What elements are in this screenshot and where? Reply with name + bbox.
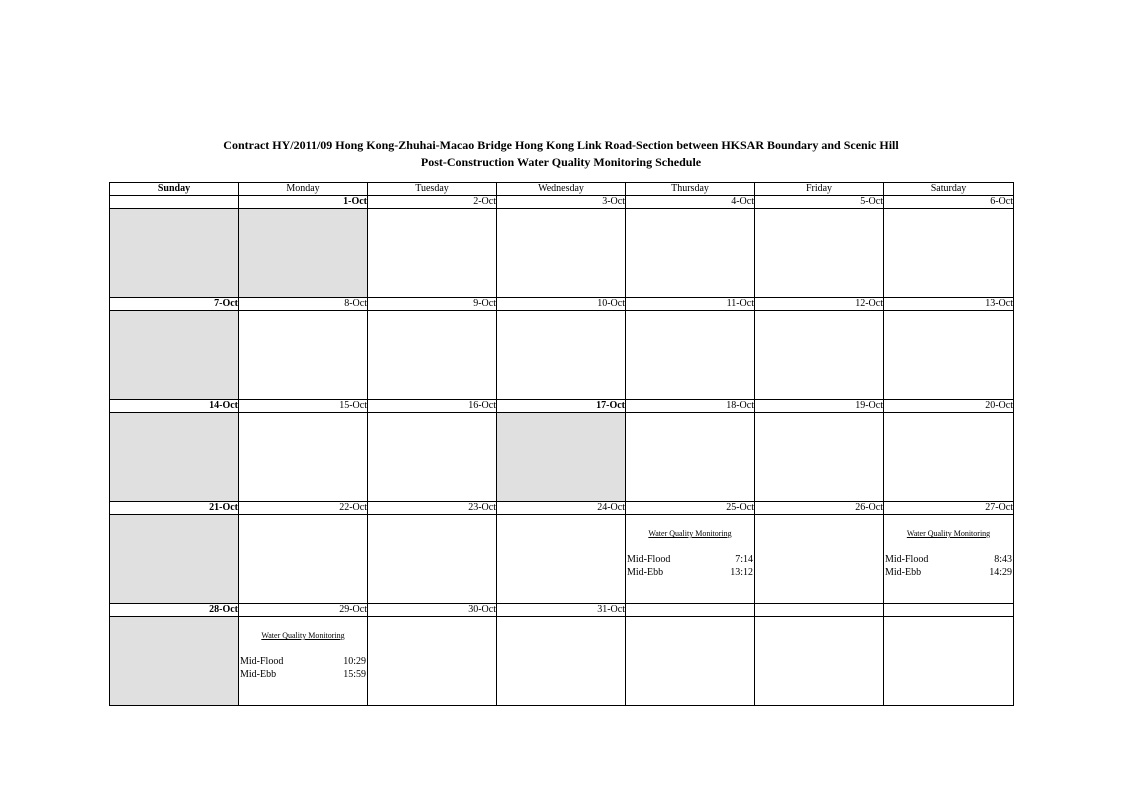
day-cell [755,311,884,400]
day-cell-with-event [239,617,368,706]
day-header-friday: Friday [755,183,884,196]
date-cell: 11-Oct [626,298,755,311]
day-cell [884,311,1014,400]
date-cell: 7-Oct [110,298,239,311]
mid-ebb-row [240,669,366,681]
mid-flood-time: 8:43 [994,554,1012,565]
day-header-saturday: Saturday [884,183,1014,196]
day-cell [368,413,497,502]
date-cell: 4-Oct [626,196,755,209]
day-cell [239,413,368,502]
day-cell [755,617,884,706]
date-cell: 13-Oct [884,298,1014,311]
day-cell [755,515,884,604]
document-title: Contract HY/2011/09 Hong Kong-Zhuhai-Macao Bridge Hong Kong Link Road-Section between HKSAR Boundary and Scenic Hill [223,138,899,152]
date-cell: 2-Oct [368,196,497,209]
date-cell: 21-Oct [110,502,239,515]
date-cell: 1-Oct [239,196,368,209]
day-cell [884,413,1014,502]
date-cell: 17-Oct [497,400,626,413]
mid-flood-label: Mid-Flood [627,554,671,565]
date-cell: 23-Oct [368,502,497,515]
date-cell [626,604,755,617]
document-subtitle: Post-Construction Water Quality Monitoring Schedule [420,155,702,169]
mid-flood-row [627,554,753,566]
week-4-date-row [110,502,1014,515]
day-cell [884,209,1014,298]
week-2-body-row [110,311,1014,400]
mid-flood-time: 7:14 [735,554,753,565]
date-cell [755,604,884,617]
day-cell-shaded [110,617,239,706]
day-header-row [110,183,1014,196]
date-cell: 14-Oct [110,400,239,413]
week-1-body-row [110,209,1014,298]
mid-ebb-label: Mid-Ebb [885,567,922,578]
date-cell: 22-Oct [239,502,368,515]
week-3-body-row [110,413,1014,502]
date-cell: 29-Oct [239,604,368,617]
date-cell: 9-Oct [368,298,497,311]
date-cell: 15-Oct [239,400,368,413]
week-2-date-row [110,298,1014,311]
date-cell [884,604,1014,617]
monitoring-event [626,515,754,603]
day-header-sunday: Sunday [110,183,239,196]
day-header-thursday: Thursday [626,183,755,196]
date-cell: 28-Oct [110,604,239,617]
day-cell [626,311,755,400]
day-cell [626,209,755,298]
event-title: Water Quality Monitoring [648,529,732,538]
date-cell: 26-Oct [755,502,884,515]
day-header-wednesday: Wednesday [497,183,626,196]
mid-ebb-time: 15:59 [343,669,366,680]
date-cell: 27-Oct [884,502,1014,515]
day-cell-shaded [110,413,239,502]
mid-flood-row [885,554,1012,566]
mid-ebb-label: Mid-Ebb [627,567,664,578]
date-cell: 31-Oct [497,604,626,617]
event-title: Water Quality Monitoring [906,529,991,538]
day-cell-shaded [110,311,239,400]
week-5-date-row [110,604,1014,617]
date-cell: 3-Oct [497,196,626,209]
day-cell-shaded [110,209,239,298]
day-cell [497,515,626,604]
date-cell: 30-Oct [368,604,497,617]
date-cell: 25-Oct [626,502,755,515]
date-cell: 6-Oct [884,196,1014,209]
day-cell [239,311,368,400]
date-cell: 8-Oct [239,298,368,311]
day-cell [497,617,626,706]
day-cell [497,311,626,400]
day-cell [497,209,626,298]
day-cell-shaded [110,515,239,604]
monitoring-calendar [109,182,1014,706]
date-cell: 10-Oct [497,298,626,311]
mid-flood-time: 10:29 [343,656,366,667]
mid-flood-row [240,656,366,668]
mid-ebb-time: 14:29 [989,567,1012,578]
day-cell-with-event [884,515,1014,604]
day-cell [239,515,368,604]
day-cell [626,413,755,502]
monitoring-event [884,515,1013,603]
mid-flood-label: Mid-Flood [885,554,929,565]
mid-ebb-row [627,567,753,579]
day-cell [368,311,497,400]
monitoring-event [239,617,367,705]
date-cell [110,196,239,209]
day-cell-with-event [626,515,755,604]
event-title: Water Quality Monitoring [261,631,345,640]
week-3-date-row [110,400,1014,413]
mid-ebb-time: 13:12 [730,567,753,578]
day-cell [368,515,497,604]
week-1-date-row [110,196,1014,209]
date-cell: 24-Oct [497,502,626,515]
date-cell: 12-Oct [755,298,884,311]
day-cell [368,617,497,706]
week-4-body-row [110,515,1014,604]
date-cell: 5-Oct [755,196,884,209]
day-cell [368,209,497,298]
date-cell: 18-Oct [626,400,755,413]
day-cell [755,413,884,502]
date-cell: 20-Oct [884,400,1014,413]
day-cell [626,617,755,706]
date-cell: 19-Oct [755,400,884,413]
week-5-body-row [110,617,1014,706]
day-cell-shaded [239,209,368,298]
day-cell [884,617,1014,706]
date-cell: 16-Oct [368,400,497,413]
day-cell [755,209,884,298]
day-cell-shaded [497,413,626,502]
mid-flood-label: Mid-Flood [240,656,284,667]
mid-ebb-label: Mid-Ebb [240,669,277,680]
day-header-tuesday: Tuesday [368,183,497,196]
day-header-monday: Monday [239,183,368,196]
mid-ebb-row [885,567,1012,579]
